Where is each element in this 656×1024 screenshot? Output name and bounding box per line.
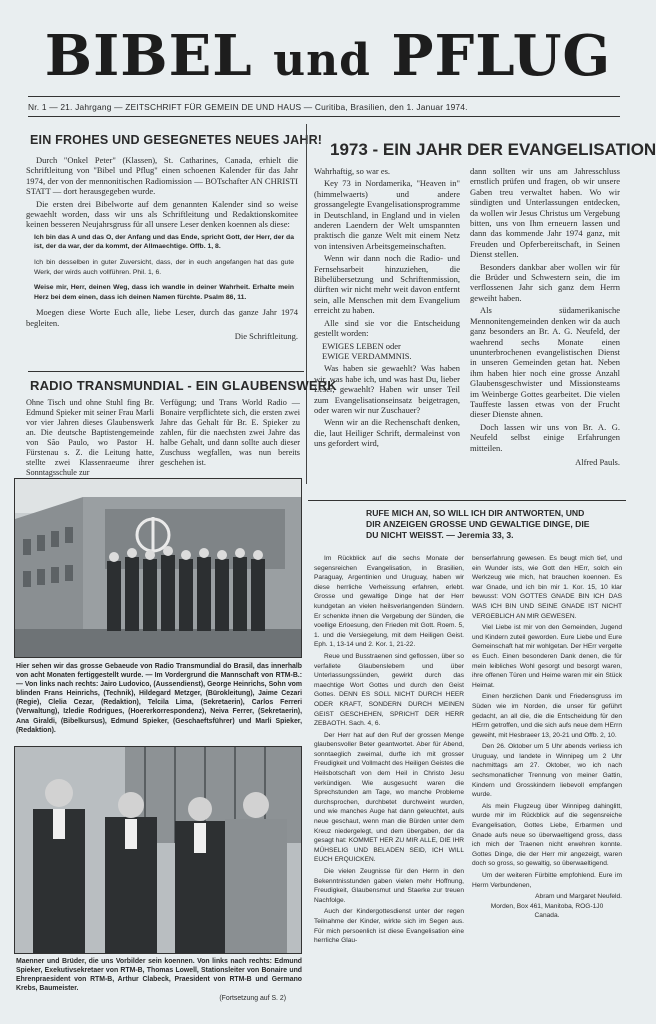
article2-col-a-p5: Was haben sie gewaehlt? Was haben wir, was habe ich, und was hast Du, lieber Leser, gewaehlt? Haben wir unser Teil zum Evangelisationseinsatz beigetragen, oder waren wir nur Zuschauer? [314, 363, 460, 415]
photo-four-men-image [15, 747, 301, 953]
photo-radio-building [14, 478, 302, 658]
photo-radio-building-image [15, 479, 301, 657]
masthead-rule-top [28, 96, 620, 97]
article4-heading-line2: DIR ANZEIGEN GROSSE UND GEWALTIGE DINGE, DIE [366, 519, 590, 529]
continued-note: (Fortsetzung auf S. 2) [219, 995, 286, 1002]
article4-country: Canada. [534, 912, 560, 920]
article3-col-b [160, 398, 300, 470]
photo1-caption: Hier sehen wir das grosse Gebaeude von Radio Transmundial do Brasil, das innerhalb von acht Monaten fertiggestellt wurde. — Im Vordergrund die Mannschaft von RTM-B.: — Von links nach rechts: Jairo Ludovico, (Aussendienst), George Heinrichs, Sohn vom blinden Frans Heinrichs, (Technik), Hildegard Metzger, (Bürokleitung), Jaime Cezari (Regie), Clelia Cezar, (Redaktion), Telcila Lima, (Sekretaerin), Carlos Ferreri (Verwaltung), Izledie Rodrigues, (Hoererkorrespondenz), Neiva Ferrer, (Sekretaerin), Ana Giraldi, (Bibelkursus), Edmund Spieker, (Geschaeftsführer) und Marli Spieker, (Redaktion). [16, 663, 302, 734]
masthead-word-und: und [273, 35, 371, 86]
article4-col-a-p3: Der Herr hat auf den Ruf der grossen Menge glaubensvoller Beter geantwortet. Aber für Abend, sonntaeglich zweimal, durfte ich mit grosser Freudigkeit und Vollmacht des Heiligen Geistes die Heilsbotschaft von dem Heil in Christo Jesu verkündigen. Wie ausgesucht waren die Sprechstunden am Tage, wo manche Probleme durchsprochen, durchbetet durchweint wurden, und wie manches Auge hat dann geleuchtet, auls neue geschaut, wenn man die Bürden unter dem Kreuz niedergelegt, und dem übergaben, der da gesagt hat: KOMMET HER ZU MIR ALLE, DIE IHR MÜHSELIG UND BELADEN SEID, ICH WILL EUCH ERQUICKEN. [314, 731, 464, 864]
article1-verse3: Weise mir, Herr, deinen Weg, dass ich wandle in deiner Wahrheit. Erhalte mein Herz bei dem einen, dass ich deinen Namen fürchte. Psalm 86, 11. [34, 284, 294, 301]
article2-ewig-verdammnis: EWIGE VERDAMMNIS. [322, 350, 412, 361]
article1-p3: Moegen diese Worte Euch alle, liebe Leser, durch das ganze Jahr 1974 begleiten. [26, 307, 298, 328]
article4-heading [366, 508, 624, 541]
article2-col-b-p1: dann sollten wir uns am Jahresschluss ernstlich prüfen und fragen, ob wir unsere Gaben treu verwaltet haben. Wo wir sündigten und Unterlassungen entdecken, da wollen wir Jesus Christus um Vergebung bitten, uns von Ihm erneuern lassen und dann das kommende Jahr 1974 ganz, mit Freuden und Opferbereitschaft, in Seinen Dienst stellen. [470, 166, 620, 260]
article2-col-a-p1: Wahrhaftig, so war es. [314, 166, 391, 176]
article2-col-a-p2: Key 73 in Nordamerika, "Heaven in" (himmelwaerts) und andere grossangelegte Evangelisationsprogramme in Deutschland, in England und in vielen anderen Laendern der Welt umspannten praktisch die ganze Welt mit einem Netz von intensiven Arbeitsgemeinschaften. [314, 178, 460, 251]
article4-col-a-p4: Die vielen Zeugnisse für den Herrn in den Bekenntnisstunden gaben vielen mehr Hoffnung, Freudigkeit, Glaubensmut und Staerke zur treuen Nachfolge. [314, 868, 464, 904]
article2-heading: 1973 - EIN JAHR DER EVANGELISATION [330, 140, 656, 159]
article2-col-b-p4: Doch lassen wir uns von Br. A. G. Neufeld selbst einige Erfahrungen mitteilen. [470, 421, 620, 453]
article4-col-b-p3: Einen herzlichen Dank und Friedensgruss im Süden wie im Norden, die unser für geführt gedacht, an all die, die die Entscheidung für den HErrn getroffen, und die sich aufs neue dem HErrn geweiht, mit Hesbraeer 13, 20-21 und Offb. 2, 10. [472, 693, 622, 739]
article1-signature: Die Schriftleitung. [234, 331, 298, 342]
article2-col-a-p4: Alle sind sie vor die Entscheidung gestellt worden: [314, 317, 460, 339]
photo2-caption: Maenner und Brüder, die uns Vorbilder sein koennen. Von links nach rechts: Edmund Spieker, Exekutivsekretaer von RTM-B, Thomas Lowell, Stationsleiter von Bonaire und Ehrenpraesident von RTM-B, Arthur Clabeck, Praesident von RTM-B und Germano Krebs, Baumeister. [16, 958, 302, 993]
issue-line: Nr. 1 — 21. Jahrgang — ZEITSCHRIFT FÜR GEMEIN DE UND HAUS — Curitiba, Brasilien, den 1. Januar 1974. [28, 102, 468, 112]
article4-signature: Abram und Margaret Neufeld. [535, 893, 622, 901]
article2-col-a [314, 166, 460, 451]
article4-col-a [314, 554, 464, 948]
masthead-word-bibel: BIBEL [44, 23, 253, 89]
article1-p1: Durch "Onkel Peter" (Klassen), St. Catharines, Canada, erhielt die Schriftleitung von "Bibel und Pflug" einen schoenen Kalender für das Jahr 1974, der von der mennonitischen Radiomission — BOTschafter AN CHRISTI STATT — dort herausgegeben wurde. [26, 155, 298, 197]
article4-col-a-p1: Im Rückblick auf die sechs Monate der segensreichen Evangelisation, in Brasilien, Paraguay, Argentinien und Uruguay, haben wir diese herrliche Verheissung erfahren, erlebt. Grosse und gewaltige Dinge hat der Herr kundgetan an vielen heilsverlangenden Sündern. Er schenkte ihnen die Vergebung der Sünden, die voellige Erloesung, den Frieden mit Gott. Roem. 5, 1. und die Versiegelung, mit dem Heiligen Geist. Eph. 1, 13-14 und 2. Kor. 1, 21-22. [314, 555, 464, 649]
article1-heading: EIN FROHES UND GESEGNETES NEUES JAHR! [30, 133, 323, 147]
article4-col-b [472, 554, 622, 921]
article3-col-b-text: Verfügung; und Trans World Radio —Bonaire verpflichtete sich, die ersten zwei Jahre das Gehalt für Br. E. Spieker zu zahlen, für die naechsten zwei Jahre das halbe Gehalt, und dann sollte auch dieser Zuschuss wegfallen, was nun bereits geschehen ist. [160, 398, 300, 467]
article4-col-b-p5: Als mein Flugzeug über Winnipeg dahinglitt, wurde mir im Rückblick auf die segensreiche Evangelisation, Gottes Liebe, Erbarmen und Gnade aufs neue so überwaeltigend gross, dass ich mich der Traenen nicht erwehren konnte. Gottes Dinge, die der Herr mir angezeigt, waren doch so gross, so gewaltig, so überwaeltigend. [472, 802, 622, 868]
article3-rule [28, 371, 304, 372]
article2-col-b-p3: Als südamerikanische Mennonitengemeinden denken wir da auch ganz besonders an Br. A. G. Neufeld, der waehrend sechs Monate einen ununterbrochenen evangelistischen Dienst in unseren Gemeinden getan hat. Neben ihm haben hier noch eine grosse Anzahl Glaubensgeschwister und Missionsteams im Weinberge Gottes gearbeitet. Die vielen Tauffeste lassen etwas von der Frucht dieser Dienste ahnen. [470, 305, 620, 420]
article4-col-b-p1: benserfahrung gewesen. Es beugt mich tief, und ein Wunder ists, wie Gott den HErr, solch ein Werkzeug wie mich, hat brauchen koennen. Es war Gnade, und ich bin mir 1. Kor. 15, 10 klar bewusst: VON GOTTES GNADE BIN ICH DAS WAS ICH BIN UND SEINE GNADE IST NICHT VERGEBLICH AN MIR GEWESEN. [472, 555, 622, 620]
article2-col-a-p6: Wenn wir an die Rechenschaft denken, die, laut Heiliger Schrift, dermaleinst von uns gefordert wird, [314, 417, 460, 449]
photo-four-men [14, 746, 302, 954]
article4-rule [308, 500, 626, 501]
article2-signature: Alfred Pauls. [575, 456, 620, 467]
article4-col-a-p5: Auch der Kindergottesdienst unter der regen Teilnahme der Kinder, wirkte sich im Segen aus. Für mich persoenlich ist diese Evangelisation eine herrliche Glau- [314, 908, 464, 945]
article1-body [26, 155, 298, 344]
article4-col-b-p2: Viel Liebe ist mir von den Gemeinden, Jugend und Kindern zuteil geworden. Eure Liebe und Eure Gemeinschaft hat mir wohlgetan. Der HErr vergelte es Euch. Einen besonderen Dank denen, die für mein leibliches Wohl gesorgt und besorgt waren, ihre offenen Türen und Heime waren mir ein Stück Heimat. [472, 624, 622, 689]
article4-col-a-p2: Reue und Busstraenen sind geflossen, über so verfallete Glaubenslebem und über Unterlassungssünden, gewirkt durch das maechtige Wort Gottes und durch den Geist Gottes. DENN ES SOLL NICHT DURCH HEER ODER KRAFT, SONDERN DURCH MEINEN GEIST GESCHEHEN, SPRICHT DER HERR ZEBAOTH. Sach. 4, 6. [314, 652, 464, 728]
article4-heading-line3: DU NICHT WEISST. — Jeremia 33, 3. [366, 530, 514, 540]
article3-heading: RADIO TRANSMUNDIAL - EIN GLAUBENSWERK [30, 378, 337, 393]
masthead-title [0, 23, 656, 91]
article2-col-b-p2: Besonders dankbar aber wollen wir für die Brüder und Schwestern sein, die im verflossenen Jahr sich ganz dem Herrn geweiht haben. [470, 261, 620, 303]
article2-col-a-p3: Wenn wir dann noch die Radio- und Fernsehsarbeit hinzuziehen, die Bibelübersetzung und Schriftenmission, dürften wir nicht mehr weit davon entfernt sein, alle Menschen mit dem Evangelium erreicht zu haben. [314, 253, 460, 316]
article4-col-b-p6: Um der weiteren Fürbitte empfohlend. Eure im Herrn Verbundenen, [472, 872, 622, 889]
article4-address: Morden, Box 461, Manitoba, ROG-1J0 [490, 902, 604, 910]
article1-verse2: Ich bin desselben in guter Zuversicht, dass, der in euch angefangen hat das gute Werk, der wirds auch vollführen. Phil. 1, 6. [34, 259, 294, 276]
article1-verse1: Ich bin das A und das O, der Anfang und das Ende, spricht Gott, der Herr, der da ist, der da war, der da kommt, der Allmaechtige. Offb. 1, 8. [34, 233, 294, 251]
article1-p2: Die ersten drei Bibelworte auf dem genannten Kalender sind so weise gewaehlt worden, dass wir uns als Schriftleitung und Redaktionskomitee keinen besseren Neujahrsgruss für all unsere Leser denken koennen als diese: [26, 198, 298, 230]
masthead-word-pflug: PFLUG [391, 23, 612, 89]
article3-col-a [26, 398, 154, 480]
article2-ewig-leben: EWIGES LEBEN oder [322, 340, 401, 351]
article3-col-a-text: Ohne Tisch und ohne Stuhl fing Br. Edmund Spieker mit seiner Frau Marli vor vier Jahren dieses Glaubenswerk an. Die deutsche Baptistengemeinde von São Paulo, wo Pastor H. Fürstenau s. Z. die Leitung hatte, stellte zwei Klassenraeume ihrer Sonntagsschule zur [26, 398, 154, 477]
column-divider-top [306, 124, 307, 484]
masthead-rule-bottom [28, 116, 620, 117]
article4-heading-line1: RUFE MICH AN, SO WILL ICH DIR ANTWORTEN, UND [366, 508, 585, 518]
article2-col-b [470, 166, 620, 469]
article4-col-b-p4: Den 26. Oktober um 5 Uhr abends verliess ich Uruguay, und landete in Winnipeg um 2 Uhr nachmittags am 27. Oktober, wo ich nach sechsmonatlicher Trennung von meiner Gattin, Kindern und Grosskindern liebevoll empfangen wurde. [472, 743, 622, 799]
